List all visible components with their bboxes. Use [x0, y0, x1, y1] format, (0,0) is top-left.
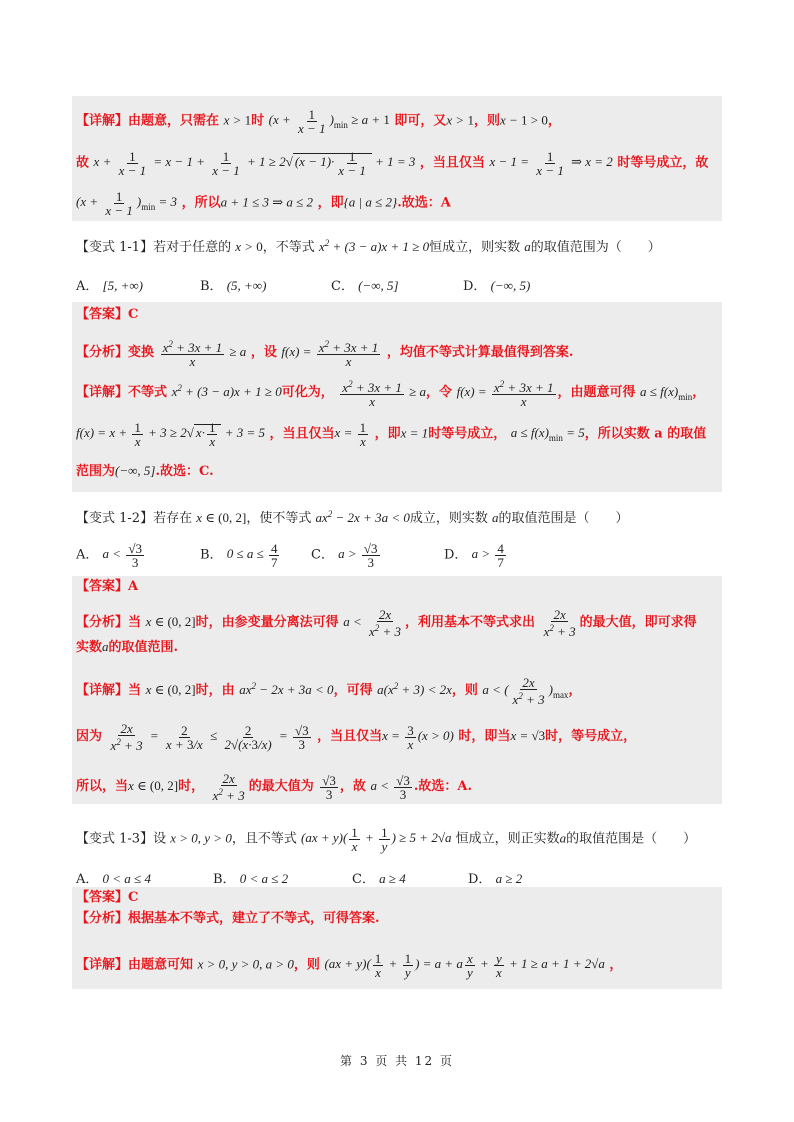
- page-footer: 第 3 页 共 12 页: [340, 1054, 454, 1068]
- v12-analysis-line-1: 【分析】当 x ∈ (0, 2]时，由参变量分离法可得 a < $\frac{2x}{x^2 + 3}$ ，利用基本不等式求出 $\frac{2x}{x^2 + 3}$ 的最大值，即可求得: [76, 607, 697, 639]
- v11-detail-line-2: f(x) = x + $\frac{1}{x}$ + 3 ≥ 2√ x· $\frac{1}{x}$ + 3 = 5 ，当且仅当x = $\frac{1}{x}$ ，即x = 1时等号成立， $a \le f(x)_{min} = 5$，所以实数 a 的取值: [76, 420, 707, 449]
- v12-detail-line-1: 【详解】当 x ∈ (0, 2]时，由 $ax^2 - 2x + 3a < 0$，可得 $a(x^2 + 3) < 2x$，则 a < ( $\frac{2x}{x^2 + 3}$ )$_{max}$，: [76, 675, 582, 707]
- v13-analysis: 【分析】根据基本不等式，建立了不等式，可得答案.: [76, 911, 380, 926]
- v11-option-b: B． (5, +∞): [200, 278, 267, 294]
- v13-detail-line-1: 【详解】由题意可知 x > 0, y > 0, a > 0，则 (ax + y)( $\frac{1}{x}$ + $\frac{1}{y}$ ) = a + a $\frac{x}{y}$ + $\frac{y}{x}$ + 1 ≥ a + 1 + 2√a ，: [76, 951, 623, 980]
- v12-option-d: D． a > $\frac{4}{7}$: [444, 541, 504, 570]
- v11-option-c: C． (−∞, 5]: [331, 278, 399, 294]
- v12-analysis-line-2: 实数a的取值范围.: [76, 639, 179, 655]
- v13-option-a: A． 0 < a ≤ 4: [76, 871, 151, 887]
- v12-question: 【变式 1-2】若存在 x ∈ (0, 2]，使不等式 $ax^2 - 2x + 3a < 0$成立，则实数 a的取值范围是（ ）: [76, 509, 629, 526]
- v12-option-b: B． 0 ≤ a ≤ $\frac{4}{7}$: [200, 541, 278, 570]
- v11-question: 【变式 1-1】若对于任意的 x > 0，不等式 $x^2 + (3 - a)x + 1 \ge 0$恒成立，则实数 a的取值范围为（ ）: [76, 238, 661, 255]
- v11-detail-line-1: 【详解】不等式 $x^2 + (3 - a)x + 1 \ge 0$可化为， $\frac{x^2 + 3x + 1}{x}$ ≥ a，令 f(x) = $\frac{x^2 + 3x + 1}{x}$ ，由题意可得 $a \le f(x)_{min}$，: [76, 379, 706, 409]
- v12-option-c: C． a > $\frac{√3}{3}$: [311, 541, 378, 570]
- v11-option-d: D． (−∞, 5): [463, 278, 531, 294]
- block1-line-2: 故 x + $\frac{1}{x - 1}$ = x − 1 + $\frac{1}{x - 1}$ + 1 ≥ 2√ (x − 1)· $\frac{1}{x - 1}$ + 1 = 3 ，当且仅当 x − 1 = $\frac{1}{x - 1}$ ⇒ x = 2 时等号成立，故: [76, 149, 709, 178]
- v11-analysis: 【分析】变换 $\frac{x^2 + 3x + 1}{x}$ ≥ a ，设 f(x) = $\frac{x^2 + 3x + 1}{x}$ ，均值不等式计算最值得到答案.: [76, 339, 574, 369]
- v13-answer: 【答案】C: [76, 890, 139, 905]
- block1-line-3: (x + $\frac{1}{x - 1}$ )$_{min} = 3$ ，所以a + 1 ≤ 3 ⇒ a ≤ 2 ，即{a | a ≤ 2}.故选：A: [76, 189, 451, 218]
- v13-question: 【变式 1-3】设 x > 0, y > 0，且不等式 (ax + y)( $\frac{1}{x}$ + $\frac{1}{y}$ ) ≥ 5 + 2√a 恒成立，则正实数a的取值范围是（ ）: [76, 825, 697, 854]
- v12-detail-line-3: 所以，当x ∈ (0, 2]时， $\frac{2x}{x^2 + 3}$ 的最大值为 $\frac{√3}{3}$ ，故 a < $\frac{√3}{3}$ .故选：A.: [76, 771, 473, 803]
- v11-answer: 【答案】C: [76, 307, 139, 322]
- v12-option-a: A． a < $\frac{√3}{3}$: [76, 541, 142, 570]
- v12-detail-line-2: 因为 $\frac{2x}{x^2 + 3}$ = $\frac{2}{x + 3/x}$ ≤ $\frac{2}{2√(x\cdot 3/x)}$ = $\frac{√3}{3}$ ，当且仅当x = $\frac{3}{x}$ (x > 0) 时，即当x = √3时，等号成立，: [76, 721, 637, 753]
- v13-option-d: D． a ≥ 2: [468, 871, 523, 887]
- v12-answer: 【答案】A: [76, 579, 139, 594]
- block1-line-1: 【详解】由题意，只需在 x > 1时 (x + $\frac{1}{x - 1}$ )$_{min} \ge a + 1$ 即可，又x > 1，则x − 1 > 0，: [76, 107, 561, 136]
- v13-option-b: B． 0 < a ≤ 2: [213, 871, 289, 887]
- v11-option-a: A． [5, +∞): [76, 278, 143, 294]
- v13-option-c: C． a ≥ 4: [352, 871, 406, 887]
- v11-detail-line-3: 范围为(−∞, 5].故选：C.: [76, 463, 214, 479]
